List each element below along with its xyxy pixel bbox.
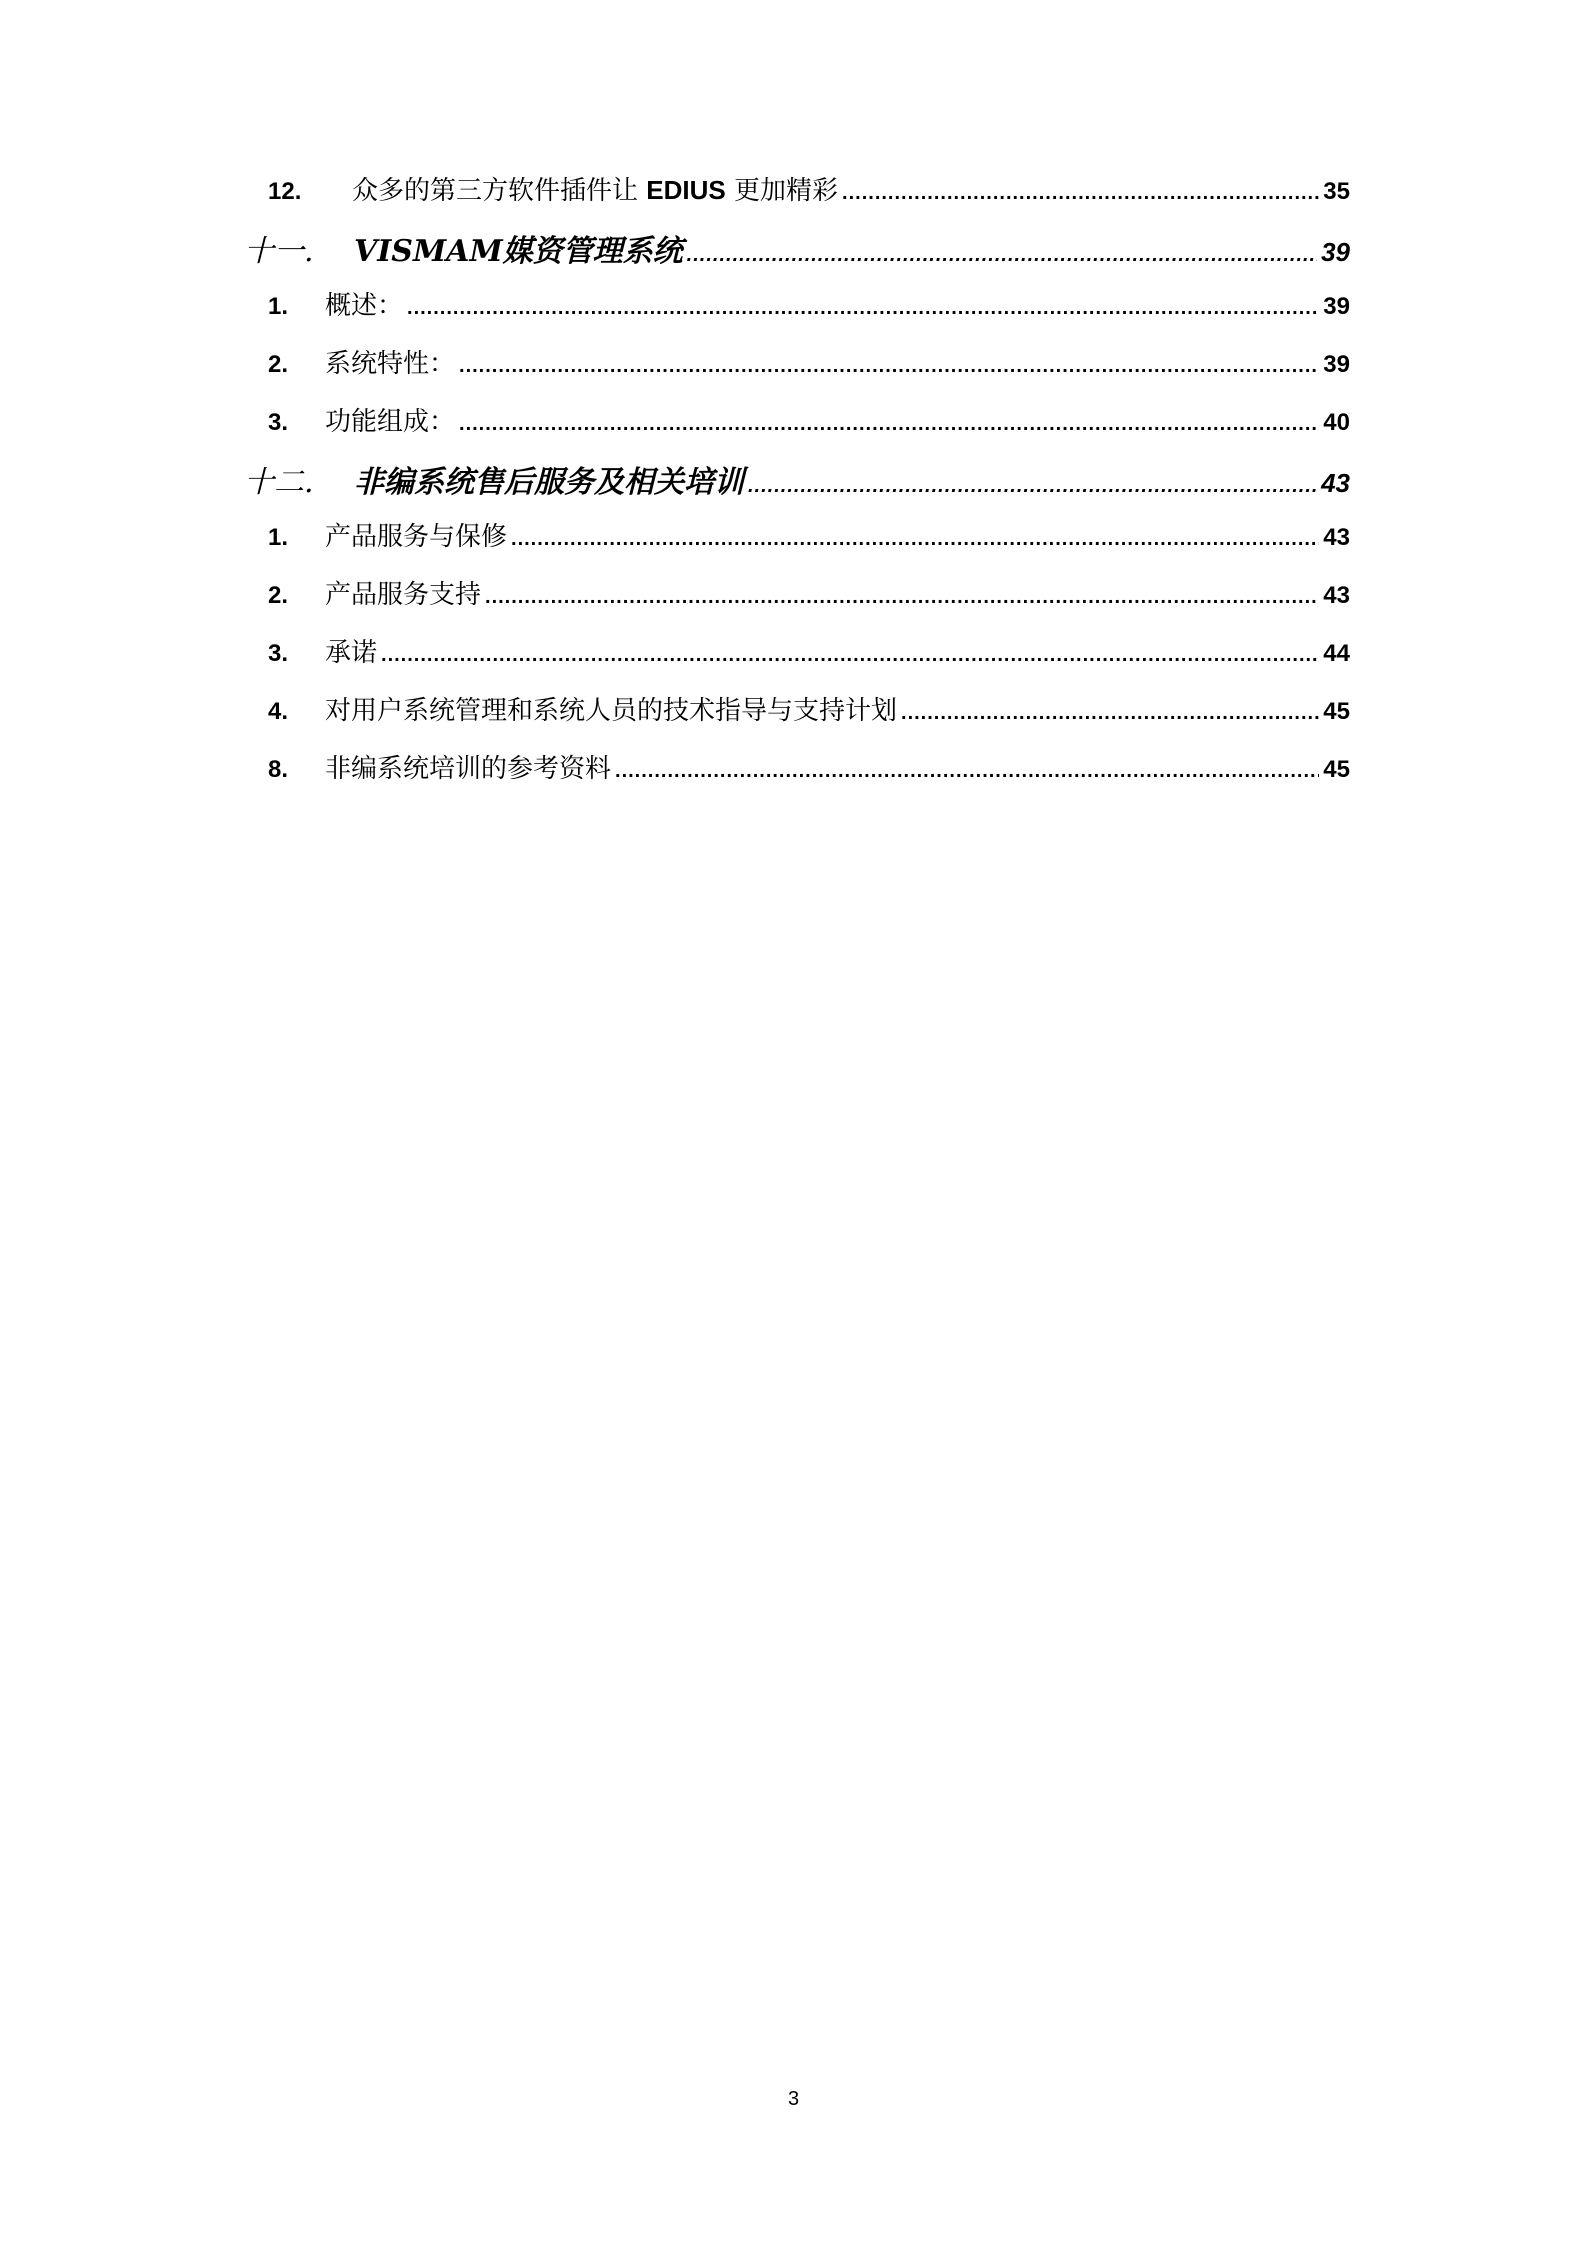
toc-chapter-number: 十二.: [244, 465, 314, 500]
toc-chapter-entry[interactable]: [244, 226, 1350, 269]
toc-chapter-title: 非编系统售后服务及相关培训: [354, 465, 744, 500]
toc-entry[interactable]: [268, 401, 1350, 441]
toc-entry[interactable]: [268, 748, 1350, 788]
toc-entry-title: 产品服务支持: [325, 580, 482, 610]
toc-entry-number: 1.: [268, 524, 289, 551]
toc-entry-title: 众多的第三方软件插件让 EDIUS 更加精彩: [352, 175, 839, 206]
toc-entry-title: 概述：: [325, 291, 404, 321]
toc-entry-title: 产品服务与保修: [325, 522, 508, 552]
toc-entry-page: 39: [1323, 293, 1350, 320]
toc-entry-number: 2.: [268, 582, 289, 609]
toc-dot-leader: [407, 297, 1319, 320]
toc-dot-leader: [615, 760, 1319, 783]
toc-entry-title: 系统特性：: [325, 349, 456, 379]
toc-entry-number: 2.: [268, 351, 289, 378]
toc-entry[interactable]: [268, 343, 1350, 383]
toc-entry-number: 3.: [268, 409, 289, 436]
toc-dot-leader: [687, 244, 1317, 267]
toc-entry-page: 43: [1323, 582, 1350, 609]
toc-dot-leader: [485, 586, 1319, 609]
toc-entry-page: 45: [1323, 756, 1350, 783]
toc-entry[interactable]: [268, 516, 1350, 556]
toc-dot-leader: [459, 413, 1319, 436]
toc-entry[interactable]: [268, 285, 1350, 325]
toc-entry-page: 35: [1323, 178, 1350, 205]
toc-entry-number: 12.: [268, 178, 302, 205]
toc-entry-title: 非编系统培训的参考资料: [325, 754, 612, 784]
toc-entry-number: 3.: [268, 640, 289, 667]
toc-chapter-page: 43: [1321, 468, 1350, 498]
toc-dot-leader: [901, 702, 1319, 725]
toc-entry-page: 43: [1323, 524, 1350, 551]
toc-chapter-page: 39: [1321, 237, 1350, 267]
toc-entry-title: 承诺: [325, 638, 378, 668]
toc-entry-page: 44: [1323, 640, 1350, 667]
toc-entry[interactable]: [268, 632, 1350, 672]
toc-dot-leader: [459, 355, 1319, 378]
toc-entry-page: 45: [1323, 698, 1350, 725]
toc-dot-leader: [842, 182, 1319, 205]
toc-entry-number: 8.: [268, 756, 289, 783]
toc-entry[interactable]: [268, 690, 1350, 730]
toc-dot-leader: [748, 475, 1317, 498]
toc-entry-page: 40: [1323, 409, 1350, 436]
toc-chapter-entry[interactable]: [244, 457, 1350, 500]
toc-entry-number: 1.: [268, 293, 289, 320]
toc-chapter-title: VISMAM媒资管理系统: [354, 234, 683, 269]
page-number: 3: [787, 2088, 800, 2110]
toc-entry[interactable]: [268, 170, 1350, 210]
toc-entry-title: 功能组成：: [325, 407, 456, 437]
toc-entry[interactable]: [268, 574, 1350, 614]
toc-entry-title: 对用户系统管理和系统人员的技术指导与支持计划: [325, 696, 898, 726]
toc-entry-number: 4.: [268, 698, 289, 725]
toc-dot-leader: [511, 528, 1319, 551]
toc-entry-page: 39: [1323, 351, 1350, 378]
toc-chapter-number: 十一.: [244, 234, 314, 269]
toc-dot-leader: [381, 644, 1319, 667]
